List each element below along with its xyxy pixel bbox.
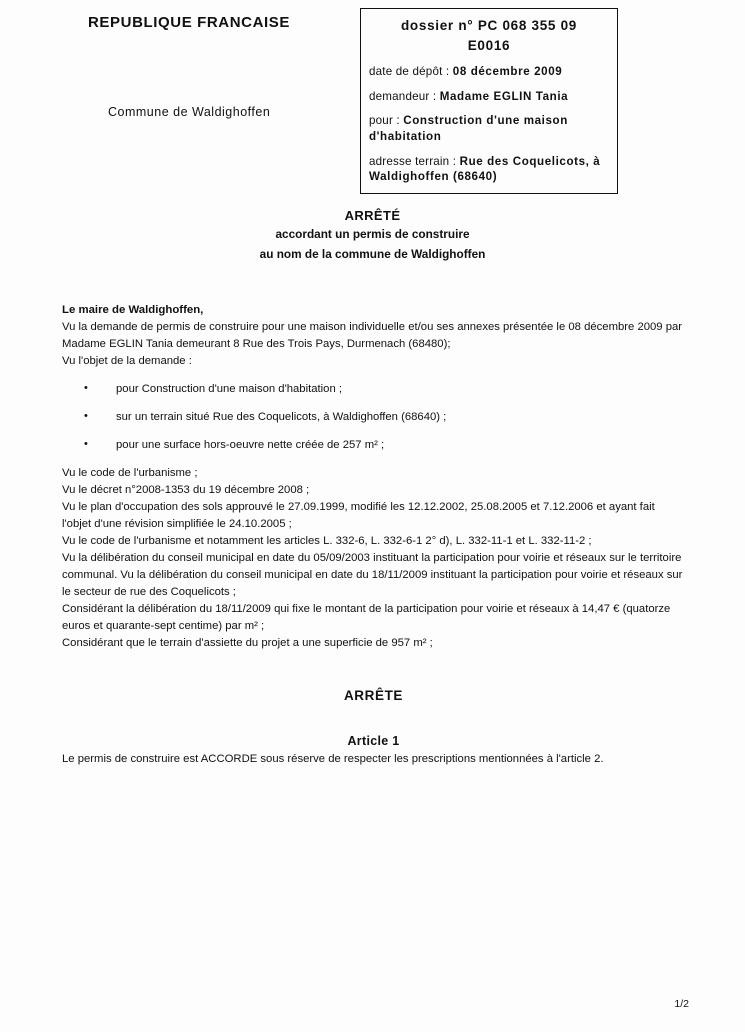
vu-demande-paragraph: Vu la demande de permis de construire pour une maison individuelle et/ou ses annexes présentée le 08 décembre 2009 par Madame EGLIN Tania demeurant 8 Rue des Trois Pays, Durmenach (68480); (62, 320, 683, 350)
dossier-demandeur-label: demandeur : (369, 89, 440, 103)
article-1-text: Le permis de construire est ACCORDE sous réserve de respecter les prescriptions mentionnées à l'article 2. (62, 752, 604, 765)
dossier-date-value: 08 décembre 2009 (452, 65, 563, 79)
document-title: ARRÊTÉ (344, 208, 401, 223)
dossier-demandeur-row (369, 89, 609, 105)
vu-deliberation-paragraph: Vu la délibération du conseil municipal en date du 05/09/2003 instituant la participation pour voirie et réseaux sur le territoire communal. Vu la délibération du conseil municipal en date du 18/11/2009 instituant la participation pour voirie et réseaux sur le secteur de rue des Coquelicots ; (62, 551, 683, 598)
document-subtitle-line2: au nom de la commune de Waldighoffen (259, 247, 486, 262)
article-1-heading: Article 1 (347, 733, 400, 748)
dossier-number-line1: dossier n° PC 068 355 09 (400, 18, 578, 33)
maire-line: Le maire de Waldighoffen, (62, 303, 204, 316)
arrete-heading: ARRÊTE (343, 687, 404, 703)
document-header (0, 0, 745, 200)
document-body (62, 302, 685, 768)
list-item: • sur un terrain situé Rue des Coquelicots, à Waldighoffen (68640) ; (62, 409, 685, 426)
republique-francaise-heading: REPUBLIQUE FRANCAISE (88, 14, 291, 31)
vu-articles-paragraph: Vu le code de l'urbanisme et notamment les articles L. 332-6, L. 332-6-1 2° d), L. 332-11-1 et L. 332-11-2 ; (62, 535, 592, 548)
dossier-adresse-label: adresse terrain : (369, 154, 460, 168)
dossier-number-line2: E0016 (467, 37, 511, 53)
dossier-adresse-value: Rue des Coquelicots, à Waldighoffen (68640) (369, 154, 601, 184)
vu-decret-paragraph: Vu le décret n°2008-1353 du 19 décembre 2008 ; (62, 484, 310, 497)
page-number: 1/2 (674, 998, 689, 1010)
dossier-pour-label: pour : (369, 114, 404, 128)
considerant-superficie-paragraph: Considérant que le terrain d'assiette du projet a une superficie de 957 m² ; (62, 636, 433, 649)
dossier-info-box (360, 8, 618, 194)
dossier-date-row (369, 64, 609, 80)
list-item: • pour Construction d'une maison d'habitation ; (62, 381, 685, 398)
dossier-pour-row (369, 113, 609, 144)
list-item: • pour une surface hors-oeuvre nette créée de 257 m² ; (62, 437, 685, 454)
dossier-date-label: date de dépôt : (369, 65, 453, 79)
vu-code-urbanisme-paragraph: Vu le code de l'urbanisme ; (62, 467, 198, 480)
document-subtitle-line1: accordant un permis de construire (275, 227, 470, 241)
dossier-demandeur-value: Madame EGLIN Tania (439, 89, 569, 103)
dossier-pour-value: Construction d'une maison d'habitation (369, 114, 568, 144)
vu-objet-paragraph: Vu l'objet de la demande : (62, 354, 192, 367)
commune-name: Commune de Waldighoffen (108, 105, 271, 119)
considerant-participation-paragraph: Considérant la délibération du 18/11/2009 qui fixe le montant de la participation pour voirie et réseaux à 14,47 € (quatorze euros et quarante-sept centime) par m² ; (62, 602, 671, 632)
objet-list (62, 381, 685, 454)
vu-plan-paragraph: Vu le plan d'occupation des sols approuvé le 27.09.1999, modifié les 12.12.2002, 25.08.2005 et 7.12.2006 et ayant fait l'objet d'une révision simplifiée le 24.10.2005 ; (62, 501, 655, 531)
dossier-adresse-row (369, 154, 609, 185)
